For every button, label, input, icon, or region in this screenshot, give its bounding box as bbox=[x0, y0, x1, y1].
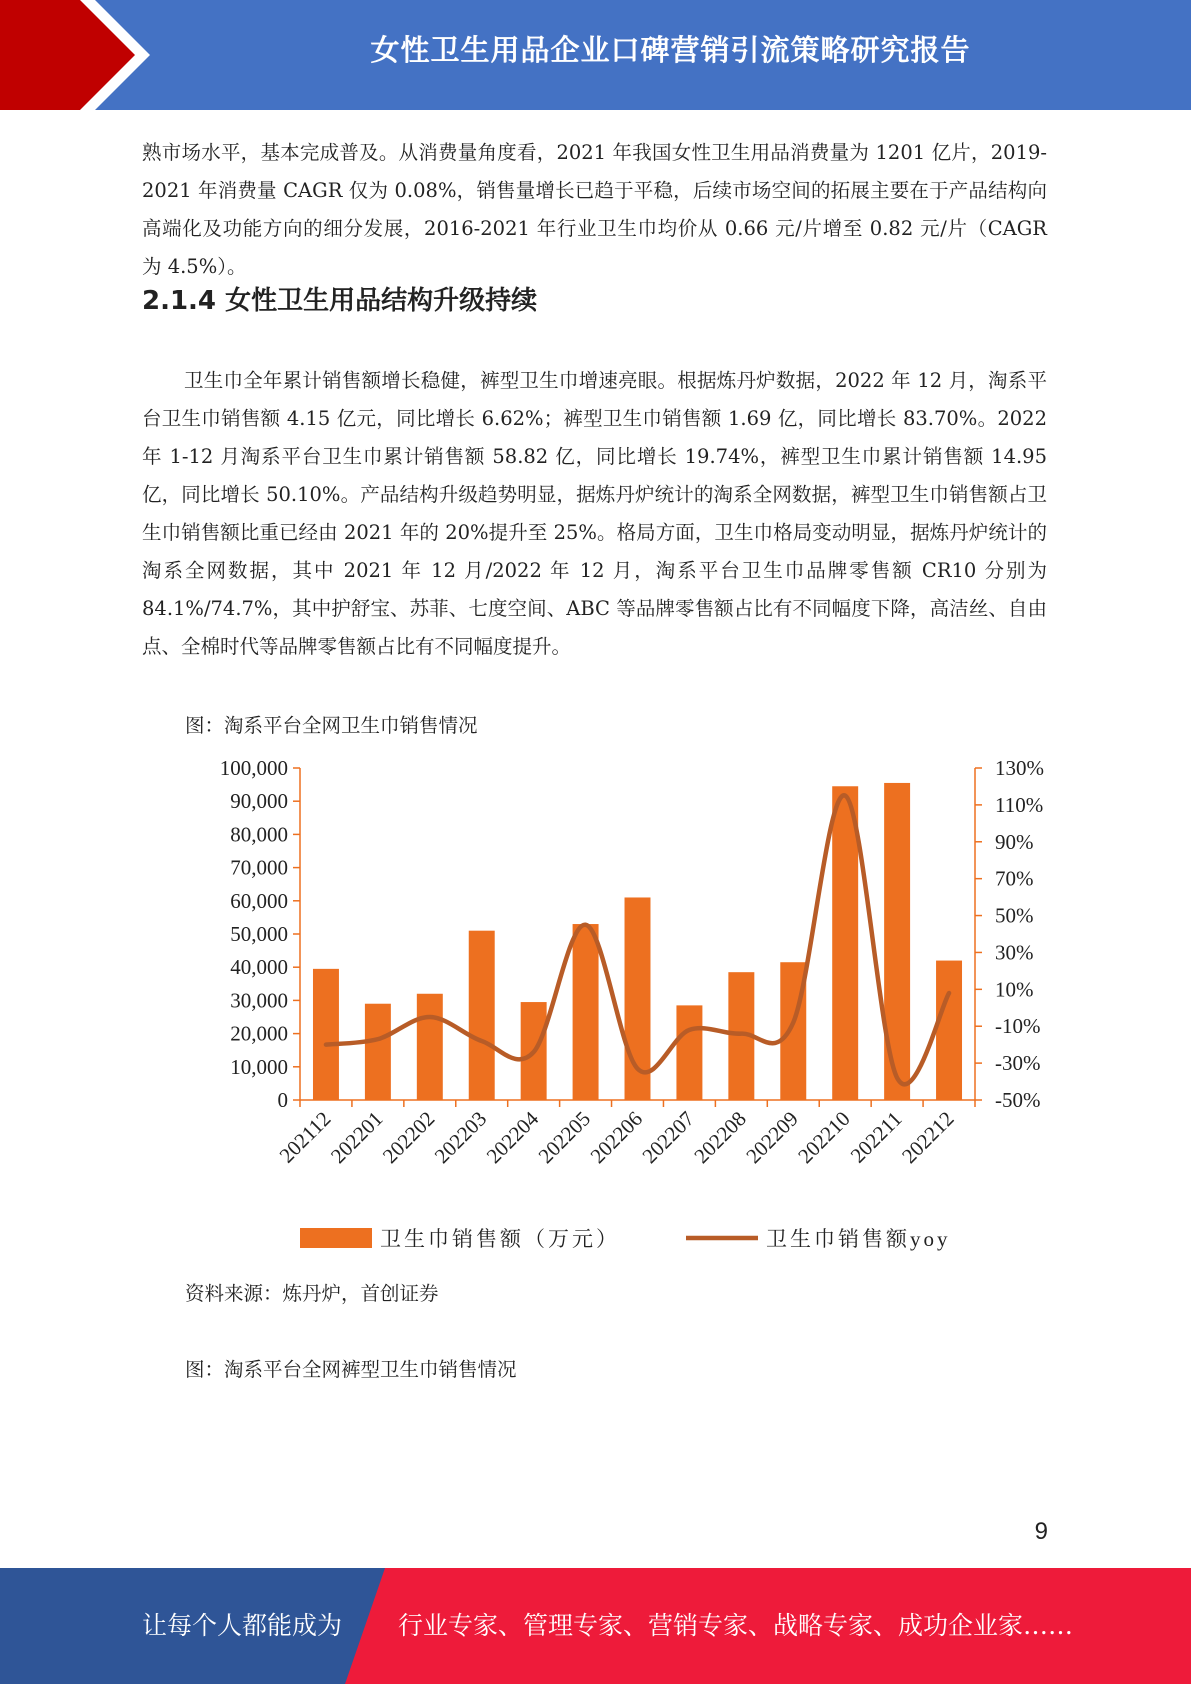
x-axis-label: 202202 bbox=[377, 1106, 440, 1169]
left-axis-tick-label: 50,000 bbox=[230, 922, 288, 946]
x-axis-label: 202211 bbox=[845, 1106, 907, 1168]
right-axis-tick-label: 10% bbox=[995, 977, 1034, 1002]
page-header bbox=[0, 0, 1191, 110]
bar-202207 bbox=[676, 1005, 702, 1100]
bar-202201 bbox=[365, 1004, 391, 1100]
right-axis-tick-label: 130% bbox=[995, 756, 1044, 780]
left-axis-tick-label: 30,000 bbox=[230, 988, 288, 1013]
figure-caption-pants-pad-sales: 图：淘系平台全网裤型卫生巾销售情况 bbox=[185, 1358, 517, 1381]
x-axis-label: 202203 bbox=[429, 1106, 492, 1169]
legend-line-label: 卫生巾销售额yoy bbox=[766, 1227, 951, 1251]
bar-202202 bbox=[417, 994, 443, 1100]
left-axis-tick-label: 10,000 bbox=[230, 1054, 288, 1079]
x-axis-label: 202205 bbox=[533, 1106, 596, 1169]
left-axis-tick-label: 90,000 bbox=[230, 789, 288, 814]
page-footer bbox=[0, 1568, 1191, 1684]
left-axis-tick-label: 70,000 bbox=[230, 855, 288, 880]
left-axis-tick-label: 60,000 bbox=[230, 888, 288, 913]
right-axis-tick-label: -10% bbox=[995, 1014, 1041, 1039]
right-axis-tick-label: 90% bbox=[995, 829, 1034, 854]
x-axis-label: 202206 bbox=[585, 1106, 648, 1169]
bar-202203 bbox=[469, 931, 495, 1100]
right-axis-tick-label: 70% bbox=[995, 866, 1034, 891]
bar-202210 bbox=[832, 786, 858, 1100]
right-axis-tick-label: -30% bbox=[995, 1051, 1041, 1076]
section-heading: 2.1.4 女性卫生用品结构升级持续 bbox=[142, 286, 538, 316]
paragraph-structure-upgrade: 卫生巾全年累计销售额增长稳健，裤型卫生巾增速亮眼。根据炼丹炉数据，2022 年 12 月，淘系平台卫生巾销售额 4.15 亿元，同比增长 6.62%；裤型卫生巾销售额 1.69 亿，同比增长 83.70%。2022 年 1-12 月淘系平台卫生巾累计销售额 58.82 亿，同比增长 19.74%，裤型卫生巾累计销售额 14.95 亿，同比增长 50.10%。产品结构升级趋势明显，据炼丹炉统计的淘系全网数据，裤型卫生巾销售额占卫生巾销售额比重已经由 2021 年的 20%提升至 25%。格局方面，卫生巾格局变动明显，据炼丹炉统计的淘系全网数据，其中 2021 年 12 月/2022 年 12 月，淘系平台卫生巾品牌零售额 CR10 分别为 84.1%/74.7%，其中护舒宝、苏菲、七度空间、ABC 等品牌零售额占比有不同幅度下降，高洁丝、自由点、全棉时代等品牌零售额占比有不同幅度提升。 bbox=[142, 369, 1047, 658]
page-number: 9 bbox=[1034, 1518, 1048, 1545]
x-axis-label: 202208 bbox=[689, 1106, 751, 1169]
legend-bar-label: 卫生巾销售额（万元） bbox=[380, 1227, 620, 1251]
legend-bar-swatch bbox=[300, 1228, 372, 1248]
paragraph-market-consumption: 熟市场水平，基本完成普及。从消费量角度看，2021 年我国女性卫生用品消费量为 1201 亿片，2019-2021 年消费量 CAGR 仅为 0.08%，销售量增长已趋于平稳，后续市场空间的拓展主要在于产品结构向高端化及功能方向的细分发展，2016-2021 年行业卫生巾均价从 0.66 元/片增至 0.82 元/片（CAGR 为 4.5%）。 bbox=[142, 141, 1047, 278]
bar-202205 bbox=[573, 924, 599, 1100]
footer-roles: 行业专家、管理专家、营销专家、战略专家、成功企业家…… bbox=[398, 1611, 1074, 1640]
x-axis-label: 202112 bbox=[274, 1106, 336, 1168]
x-axis-label: 202209 bbox=[741, 1106, 803, 1169]
right-axis-tick-label: 30% bbox=[995, 940, 1034, 965]
figure-caption-sanitary-pad-sales: 图：淘系平台全网卫生巾销售情况 bbox=[185, 714, 478, 737]
x-axis-label: 202212 bbox=[897, 1106, 959, 1169]
left-axis-tick-label: 20,000 bbox=[230, 1021, 288, 1046]
left-axis-tick-label: 0 bbox=[277, 1088, 288, 1112]
left-axis-tick-label: 40,000 bbox=[230, 955, 288, 980]
bar-202112 bbox=[313, 969, 339, 1100]
x-axis-label: 202204 bbox=[481, 1106, 544, 1169]
right-axis-tick-label: -50% bbox=[995, 1088, 1041, 1112]
right-axis-tick-label: 110% bbox=[995, 792, 1044, 817]
bar-202212 bbox=[936, 961, 962, 1100]
footer-slogan: 让每个人都能成为 bbox=[142, 1611, 343, 1640]
right-axis-tick-label: 50% bbox=[995, 903, 1034, 928]
report-title: 女性卫生用品企业口碑营销引流策略研究报告 bbox=[370, 33, 971, 67]
figure-source: 资料来源：炼丹炉，首创证券 bbox=[185, 1282, 439, 1305]
sales-chart bbox=[180, 748, 1080, 1268]
x-axis-label: 202210 bbox=[793, 1106, 855, 1169]
left-axis-tick-label: 100,000 bbox=[219, 756, 288, 780]
left-axis-tick-label: 80,000 bbox=[230, 822, 288, 847]
x-axis-label: 202207 bbox=[637, 1106, 699, 1169]
x-axis-label: 202201 bbox=[325, 1106, 388, 1169]
header-arrow-icon bbox=[0, 0, 160, 110]
